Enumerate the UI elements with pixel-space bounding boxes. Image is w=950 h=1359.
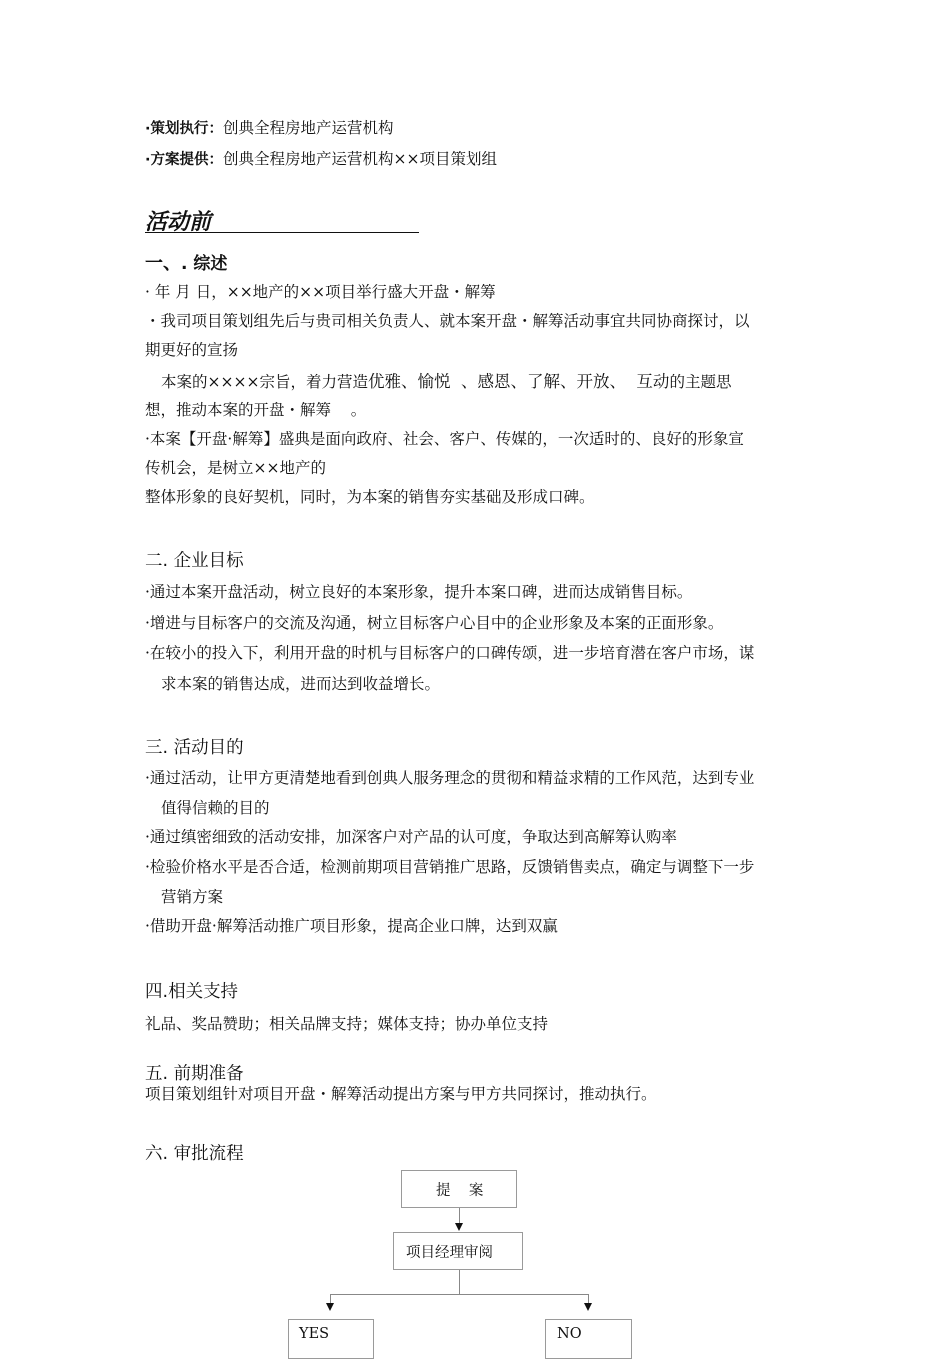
s3-item3a: ·检验价格水平是否合适，检测前期项目营销推广思路，反馈销售卖点，确定与调整下一步: [145, 858, 755, 876]
flow-review-box: [393, 1232, 523, 1270]
s1-line5: 想，推动本案的开盘・解筹 。: [145, 401, 367, 419]
s4-text: 礼品、奖品赞助；相关品牌支持；媒体支持；协办单位支持: [145, 1015, 549, 1033]
section1-heading: [145, 249, 227, 275]
flow-proposal-box: [401, 1170, 517, 1208]
s1-line6: ·本案【开盘·解筹】盛典是面向政府、社会、客户、传媒的，一次适时的、良好的形象宣: [145, 430, 744, 448]
s1-line1: · 年 月 日，××地产的××项目举行盛大开盘・解筹: [145, 283, 496, 301]
section5-heading: 五. 前期准备: [145, 1064, 244, 1084]
s1-line2: ・我司项目策划组先后与贵司相关负责人、就本案开盘・解筹活动事宜共同协商探讨，以: [145, 312, 750, 330]
flow-yes-box: [288, 1319, 374, 1359]
provider-value: 创典全程房地产运营机构××项目策划组: [223, 150, 497, 168]
flow-branch-line: [330, 1294, 589, 1295]
s2-item3a: ·在较小的投入下，利用开盘的时机与目标客户的口碑传颂，进一步培育潜在客户市场，谋: [145, 644, 755, 662]
section3-heading: 三. 活动目的: [145, 738, 244, 758]
s3-item2: ·通过缜密细致的活动安排，加深客户对产品的认可度，争取达到高解筹认购率: [145, 828, 677, 846]
exec-line: [145, 116, 394, 138]
flow-proposal-label: 提 案: [436, 1183, 484, 1199]
provider-label: ·方案提供：: [145, 152, 224, 168]
provider-line: [145, 147, 497, 169]
flow-yes-label: YES: [299, 1326, 330, 1342]
exec-value: 创典全程房地产运营机构: [223, 119, 394, 137]
flow-arrow-no: [584, 1303, 592, 1311]
s3-item3b: 营销方案: [161, 888, 224, 906]
s1-line7: 传机会，是树立××地产的: [145, 459, 326, 477]
flow-no-label: NO: [557, 1326, 582, 1342]
s1-line3: 期更好的宣扬: [145, 341, 239, 359]
exec-label: ·策划执行：: [145, 121, 224, 137]
section2-heading: 二. 企业目标: [145, 551, 244, 571]
flow-arrow-yes: [326, 1303, 334, 1311]
s2-item2: ·增进与目标客户的交流及沟通，树立目标客户心目中的企业形象及本案的正面形象。: [145, 614, 724, 632]
s1-line4-pre: 本案的××××宗旨，着力营造: [161, 373, 368, 391]
s5-text: 项目策划组针对项目开盘・解筹活动提出方案与甲方共同探讨，推动执行。: [145, 1085, 657, 1103]
section1-heading-title: . 综述: [181, 254, 228, 274]
s3-item1b: 值得信赖的目的: [161, 799, 270, 817]
flow-arrow-1: [455, 1223, 463, 1231]
s1-line4: [161, 368, 731, 392]
s2-item3b: 求本案的销售达成，进而达到收益增长。: [161, 675, 441, 693]
flow-connector-2: [459, 1270, 460, 1294]
s1-line4-emphasis: 优雅、愉悦 、感恩、了解、开放、 互动: [367, 372, 670, 391]
section6-heading: 六. 审批流程: [145, 1144, 244, 1164]
s3-item4: ·借助开盘·解筹活动推广项目形象，提高企业口牌，达到双赢: [145, 917, 558, 935]
s1-line8: 整体形象的良好契机，同时，为本案的销售夯实基础及形成口碑。: [145, 488, 595, 506]
s3-item1a: ·通过活动，让甲方更清楚地看到创典人服务理念的贯彻和精益求精的工作风范，达到专业: [145, 769, 755, 787]
section4-heading: 四.相关支持: [145, 982, 239, 1002]
flow-review-label: 项目经理审阅: [406, 1245, 493, 1261]
flow-connector-1: [459, 1208, 460, 1224]
s2-item1: ·通过本案开盘活动，树立良好的本案形象，提升本案口碑，进而达成销售目标。: [145, 583, 693, 601]
page-title: 活动前: [145, 205, 419, 233]
s1-line4-post: 的主题思: [669, 373, 732, 391]
flow-no-box: [545, 1319, 632, 1359]
section1-heading-num: 一、: [145, 253, 181, 274]
